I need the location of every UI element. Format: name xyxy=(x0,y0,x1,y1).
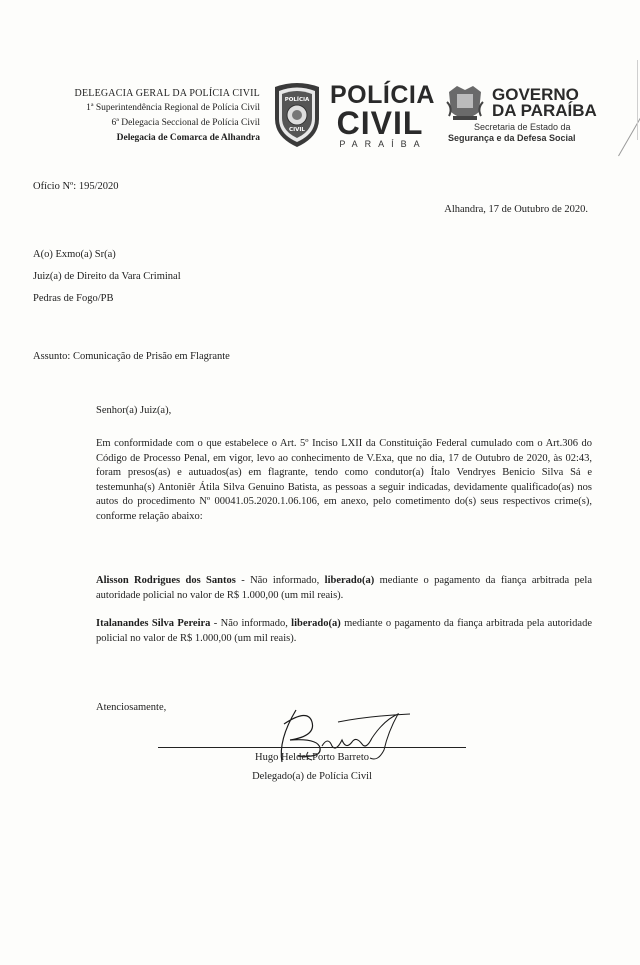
police-civil-logo xyxy=(330,81,435,151)
closing: Atenciosamente, xyxy=(96,702,167,713)
signer-name: Hugo Helder Porto Barreto xyxy=(254,752,369,763)
header-line-3: 6ª Delegacia Seccional de Polícia Civil xyxy=(111,118,260,128)
police-logo-line2: CIVIL xyxy=(336,105,424,141)
header-line-4: Delegacia de Comarca de Alhandra xyxy=(116,133,260,143)
subject: Assunto: Comunicação de Prisão em Flagrante xyxy=(33,351,230,362)
police-logo-line3: PARAÍBA xyxy=(339,139,427,149)
signer-title: Delegado(a) de Polícia Civil xyxy=(252,771,372,782)
badge-text-top: POLÍCIA xyxy=(284,97,310,103)
header-institution-text xyxy=(75,86,260,146)
recipient-line-3: Pedras de Fogo/PB xyxy=(33,293,114,304)
person-entry-2: Italanandes Silva Pereira - Não informado, liberado(a) mediante o pagamento da fiança arbitrada pela autoridade policial no valor de R$ 1.000,00 (um mil reais). xyxy=(96,618,592,644)
scan-edge-shadow xyxy=(637,60,638,140)
oficio-number: Ofício Nº: 195/2020 xyxy=(33,181,119,192)
recipient-line-1: A(o) Exmo(a) Sr(a) xyxy=(33,249,116,260)
person-status: liberado(a) xyxy=(291,618,341,629)
salutation: Senhor(a) Juiz(a), xyxy=(96,405,172,416)
place-date: Alhandra, 17 de Outubro de 2020. xyxy=(444,204,588,215)
recipient-line-2: Juiz(a) de Direito da Vara Criminal xyxy=(33,271,181,282)
gov-logo-line4: Segurança e da Defesa Social xyxy=(448,133,576,143)
police-badge-icon xyxy=(270,81,324,149)
person-name: Italanandes Silva Pereira xyxy=(96,618,211,629)
person-entry-1: Alisson Rodrigues dos Santos - Não informado, liberado(a) mediante o pagamento da fiança arbitrada pela autoridade policial no valor de R$ 1.000,00 (um mil reais). xyxy=(96,575,593,601)
person-name: Alisson Rodrigues dos Santos xyxy=(96,575,236,586)
body-paragraph: Em conformidade com o que estabelece o Art. 5º Inciso LXII da Constituição Federal cumulado com o Art.306 do Código de Processo Penal, em vigor, levo ao conhecimento de V.Exa, que no dia, 17 de Outubro de 2020, às 02:43, foram presos(as) e autuados(as) em flagrante, tendo como condutor(a) Ítalo Vendryes Benicio Silva Sá e testemunha(s) Antoniêr Átila Silva Genuino Batista, as pessoas a seguir indicadas, devidamente qualificado(as) nos autos do procedimento Nº 00041.05.2020.1.06.106, em anexo, pelo cometimento do(s) seus respectivos crime(s), conforme relação abaixo: xyxy=(96,438,592,522)
badge-text-mid: CIVIL xyxy=(289,127,305,133)
gov-logo-line1: GOVERNO xyxy=(492,85,579,104)
police-logo-line1: POLÍCIA xyxy=(330,81,435,109)
header-line-1: DELEGACIA GERAL DA POLÍCIA CIVIL xyxy=(74,88,260,99)
header-line-2: 1ª Superintendência Regional de Polícia Civil xyxy=(86,103,260,113)
state-crest-icon xyxy=(445,82,485,126)
signature-line xyxy=(158,747,466,748)
gov-logo-line2: DA PARAÍBA xyxy=(492,101,597,120)
person-status: liberado(a) xyxy=(324,575,375,586)
gov-logo-line3: Secretaria de Estado da xyxy=(474,122,571,132)
